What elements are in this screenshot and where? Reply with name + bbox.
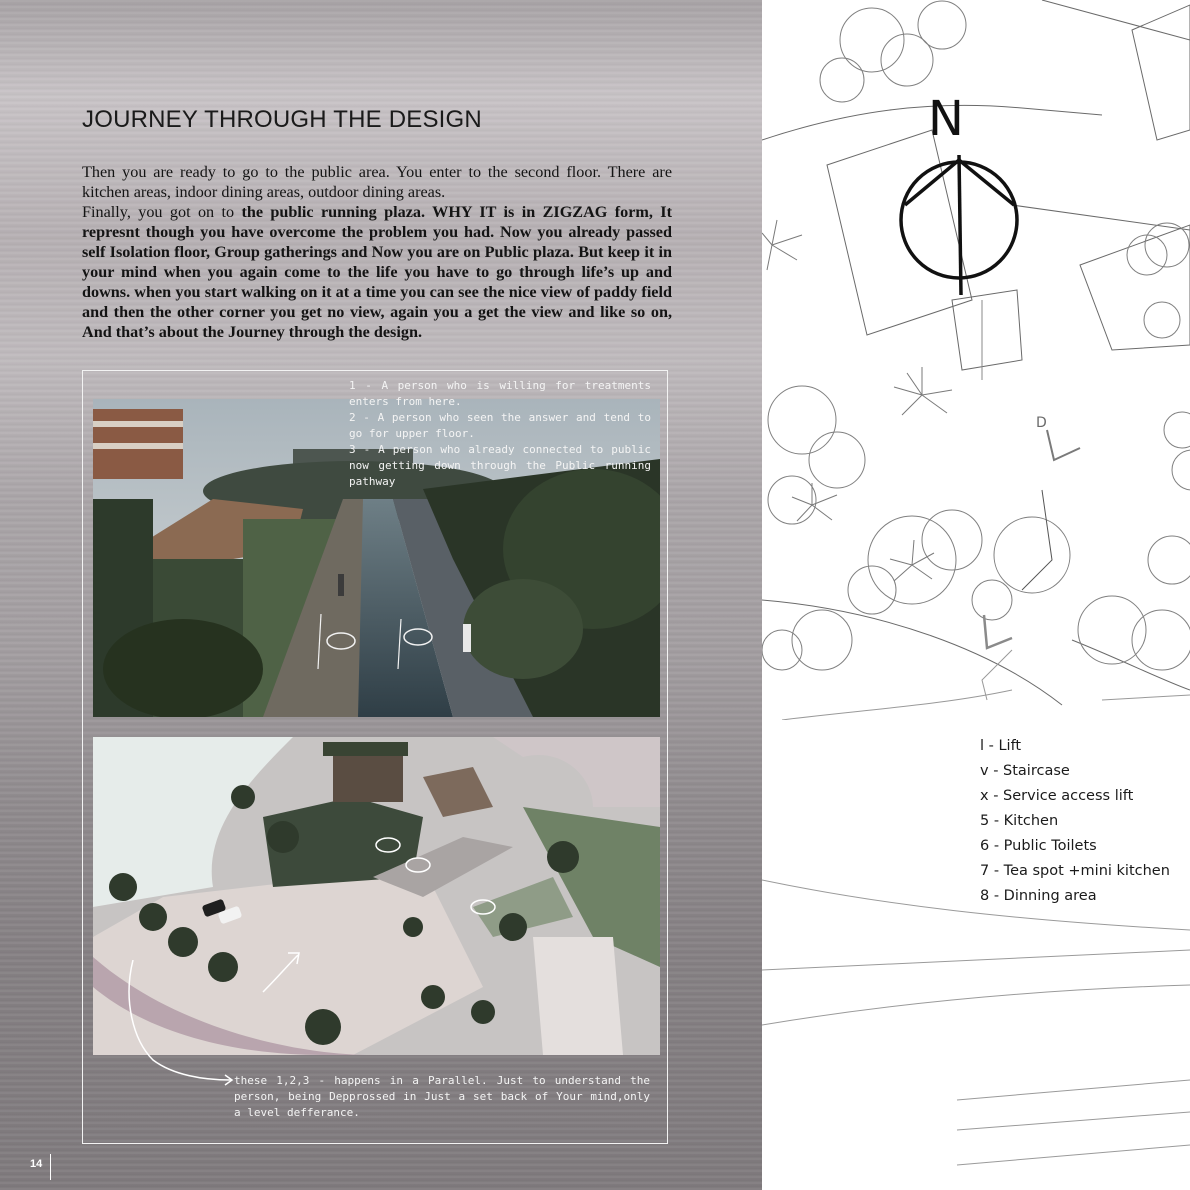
d-marker-label: D: [1036, 415, 1047, 431]
legend-list: [980, 734, 1170, 909]
paragraph-zigzag-bold: the public running plaza. WHY IT is in ZIGZAG form, It represnt though you have overcome the problem you had. Now you already passed self Isolation floor, Group gatherings and Now you are on Public plaza. But keep it in your mind when you again come to the life you have to go through life’s up and downs. when you start walking on it at a time you can see the nice view of paddy field and then the other corner you get no view, again you a get the view and like so on, And that’s about the Journey through the design.: [82, 203, 672, 341]
paragraph-intro: Then you are ready to go to the public area. You enter to the second floor. There are kitchen areas, indoor dining areas, outdoor dining areas.: [82, 163, 672, 201]
body-text: [82, 162, 672, 342]
note-3: 3 - A person who already connected to public now getting down through the Public running pathway: [349, 443, 651, 488]
parallel-note: these 1,2,3 - happens in a Parallel. Just to understand the person, being Depprossed in Just a set back of Your mind,only a level defferance.: [234, 1074, 650, 1119]
page-title: JOURNEY THROUGH THE DESIGN: [82, 106, 482, 133]
paragraph-zigzag: [82, 202, 672, 342]
d-marker-arrow: [1047, 430, 1080, 460]
site-plan-drawing: [762, 0, 1190, 720]
north-arrow-icon: [901, 155, 1017, 295]
legend-item-public-toilets: 6 - Public Toilets: [980, 838, 1097, 854]
paragraph-zigzag-lead: Finally, you got on to: [82, 203, 242, 221]
note-2: 2 - A person who seen the answer and tend to go for upper floor.: [349, 411, 651, 440]
north-label: N: [928, 91, 964, 147]
right-page: [762, 0, 1190, 1190]
legend-item-service-lift: x - Service access lift: [980, 788, 1134, 804]
note-1: 1 - A person who is willing for treatments enters from here.: [349, 379, 651, 408]
legend-item-tea-spot: 7 - Tea spot +mini kitchen: [980, 863, 1170, 879]
page-number: 14: [30, 1158, 43, 1170]
pathway-notes: [349, 378, 651, 490]
page-number-divider: [50, 1154, 51, 1180]
legend-item-dining-area: 8 - Dinning area: [980, 888, 1097, 904]
legend-item-lift: l - Lift: [980, 738, 1022, 754]
legend-item-staircase: v - Staircase: [980, 763, 1070, 779]
legend-item-kitchen: 5 - Kitchen: [980, 813, 1059, 829]
note-arrow: [93, 960, 253, 1090]
